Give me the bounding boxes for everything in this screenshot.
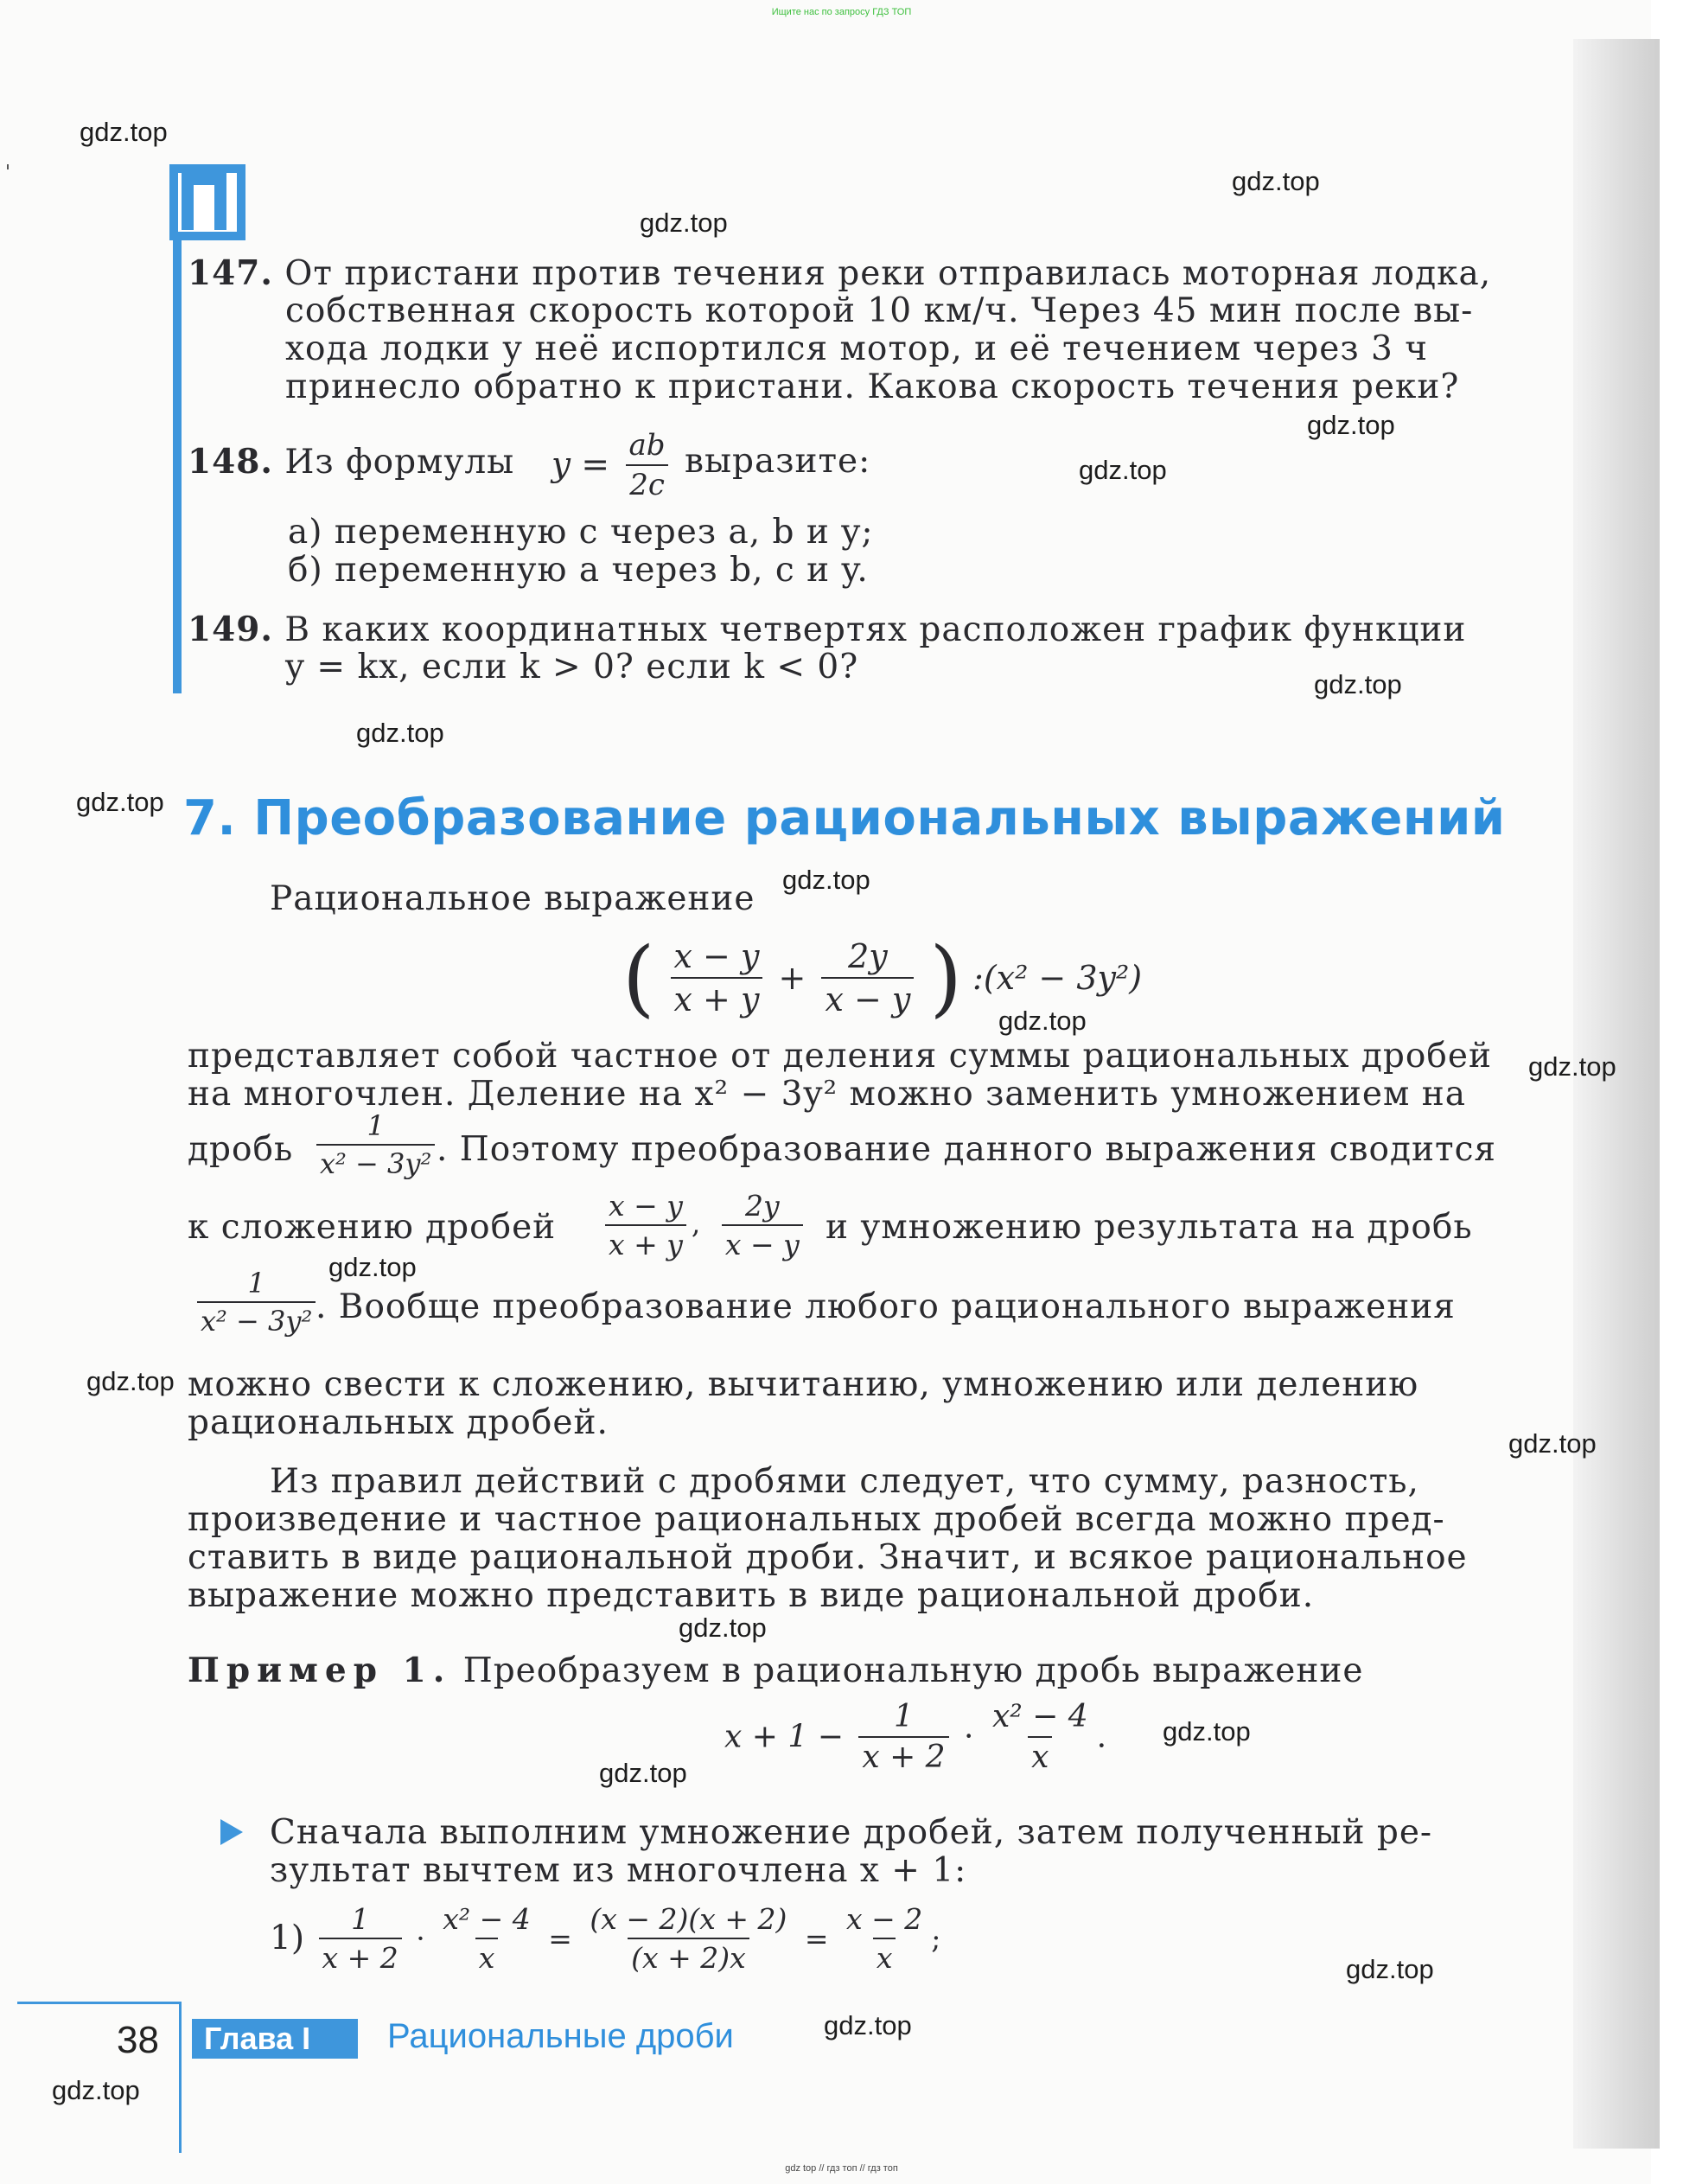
footer-rule xyxy=(17,2002,182,2004)
paragraph-line: Из правил действий с дробями следует, что сумму, разность, xyxy=(270,1462,1419,1501)
watermark: gdz.top xyxy=(86,1366,175,1396)
task-text: Из формулы xyxy=(284,443,515,482)
page-number: 38 xyxy=(117,2019,159,2061)
section-title: 7. Преобразование рациональных выражений xyxy=(183,790,1506,846)
fractions-pair: $\frac{x - y}{x + y}$ , $\frac{2y}{x - y}$ xyxy=(600,1189,808,1261)
solution-line: зультат вычтем из многочлена x + 1: xyxy=(270,1851,967,1890)
task-148-line-1 xyxy=(188,443,514,482)
fraction-numerator: ab xyxy=(628,428,666,463)
watermark: gdz.top xyxy=(782,865,870,895)
paragraph-word-drob: дробь xyxy=(188,1130,294,1169)
task-number: 149. xyxy=(188,610,273,649)
solution-line: Сначала выполним умножение дробей, затем полученный ре- xyxy=(270,1813,1433,1852)
watermark: gdz.top xyxy=(76,787,164,817)
task-149-line-1 xyxy=(188,610,1466,649)
watermark: gdz.top xyxy=(1307,410,1395,440)
watermark: gdz.top xyxy=(80,117,168,147)
example-label: Пример 1. xyxy=(188,1651,452,1690)
task-block-bar xyxy=(173,166,182,693)
chapter-label: Глава I xyxy=(192,2019,358,2059)
paragraph-line: выражение можно представить в виде рациональной дроби. xyxy=(188,1576,1315,1615)
paragraph-line: . Поэтому преобразование данного выражения сводится xyxy=(437,1130,1497,1169)
paragraph-line: можно свести к сложению, вычитанию, умножению или делению xyxy=(188,1365,1419,1404)
footer-rule-vertical xyxy=(179,2002,182,2153)
margin-mark xyxy=(7,164,9,169)
paragraph-line: представляет собой частное от деления суммы рациональных дробей xyxy=(188,1037,1492,1076)
task-147-line-3: хода лодки у неё испортился мотор, и её течением через 3 ч xyxy=(285,329,1428,368)
watermark: gdz.top xyxy=(52,2075,140,2105)
rational-expression: ( $\frac{x - y}{x + y}$ + $\frac{2y}{x - y}$ ) :(x² − 3y²) xyxy=(622,929,1143,1026)
task-149-line-2: y = kx, если k > 0? если k < 0? xyxy=(285,648,859,686)
task-number: 148. xyxy=(188,442,273,482)
task-148-item-a: а) переменную c через a, b и y; xyxy=(288,513,874,552)
section-intro: Рациональное выражение xyxy=(270,879,755,918)
watermark: gdz.top xyxy=(1079,455,1167,485)
task-148-item-b: б) переменную a через b, c и y. xyxy=(288,551,869,590)
page-spine-shadow xyxy=(1573,39,1660,2149)
chapter-title: Рациональные дроби xyxy=(387,2017,734,2055)
example-expression: x + 1 − $\frac{1}{x + 2}$ · $\frac{\text{x² − 4}}{x}$ . xyxy=(724,1699,1107,1775)
watermark: gdz.top xyxy=(1346,1954,1434,1984)
fraction-1-over-x2-3y2: $\frac{1}{\text{x² − 3y²}}$ xyxy=(192,1267,321,1338)
task-text: В каких координатных четвертях расположен график функции xyxy=(284,610,1467,649)
task-text: От пристани против течения реки отправилась моторная лодка, xyxy=(284,254,1492,293)
watermark: gdz.top xyxy=(640,208,728,238)
watermark: gdz.top xyxy=(998,1006,1087,1036)
solution-step-1: 1) $\frac{1}{x + 2}$ · $\frac{\text{x² − 4}}{x}$ = $\frac{(x - 2)(x + 2)}{(x + 2)x}$ = $\frac{x - 2}{x}$ ; xyxy=(270,1902,941,1975)
bottom-search-hint[interactable]: gdz top // гдз топ // гдз топ xyxy=(785,2163,898,2174)
paragraph-line: произведение и частное рациональных дробей всегда можно пред- xyxy=(188,1500,1445,1539)
solution-start-marker-icon xyxy=(220,1819,243,1845)
paragraph-line: ставить в виде рациональной дроби. Значит, и всякое рациональное xyxy=(188,1538,1468,1577)
watermark: gdz.top xyxy=(1163,1716,1251,1747)
example-text: Преобразуем в рациональную дробь выражение xyxy=(462,1651,1364,1690)
paragraph-line: . Вообще преобразование любого рационального выражения xyxy=(316,1287,1456,1326)
task-147-line-2: собственная скорость которой 10 км/ч. Через 45 мин после вы- xyxy=(285,291,1474,330)
task-147-line-4: принесло обратно к пристани. Какова скорость течения реки? xyxy=(285,367,1460,406)
task-147-line-1 xyxy=(188,254,1491,293)
watermark: gdz.top xyxy=(824,2010,912,2040)
fraction-1-over-x2-3y2: $\frac{1}{\text{x² − 3y²}}$ xyxy=(311,1109,440,1180)
top-search-hint[interactable]: Ищите нас по запросу ГДЗ ТОП xyxy=(771,7,912,17)
watermark: gdz.top xyxy=(599,1758,687,1788)
watermark: gdz.top xyxy=(356,718,444,748)
fraction-denominator: 2c xyxy=(626,464,668,502)
watermark: gdz.top xyxy=(1232,166,1320,196)
paragraph-line: рациональных дробей. xyxy=(188,1403,609,1442)
task-148-tail: выразите: xyxy=(685,442,871,481)
paragraph-line: и умножению результата на дробь xyxy=(826,1208,1473,1247)
letter-p-icon xyxy=(182,173,226,230)
watermark: gdz.top xyxy=(679,1612,767,1643)
watermark: gdz.top xyxy=(328,1252,417,1282)
task-number: 147. xyxy=(188,253,273,293)
paragraph-line: на многочлен. Деление на x² − 3y² можно заменить умножением на xyxy=(188,1075,1466,1114)
watermark: gdz.top xyxy=(1314,669,1402,699)
example-line xyxy=(188,1651,1363,1690)
formula-y-ab-2c: y = $\frac{ab}{2c}$ xyxy=(551,428,674,502)
watermark: gdz.top xyxy=(1528,1051,1616,1082)
watermark: gdz.top xyxy=(1508,1428,1597,1459)
paragraph-line: к сложению дробей xyxy=(188,1208,557,1247)
